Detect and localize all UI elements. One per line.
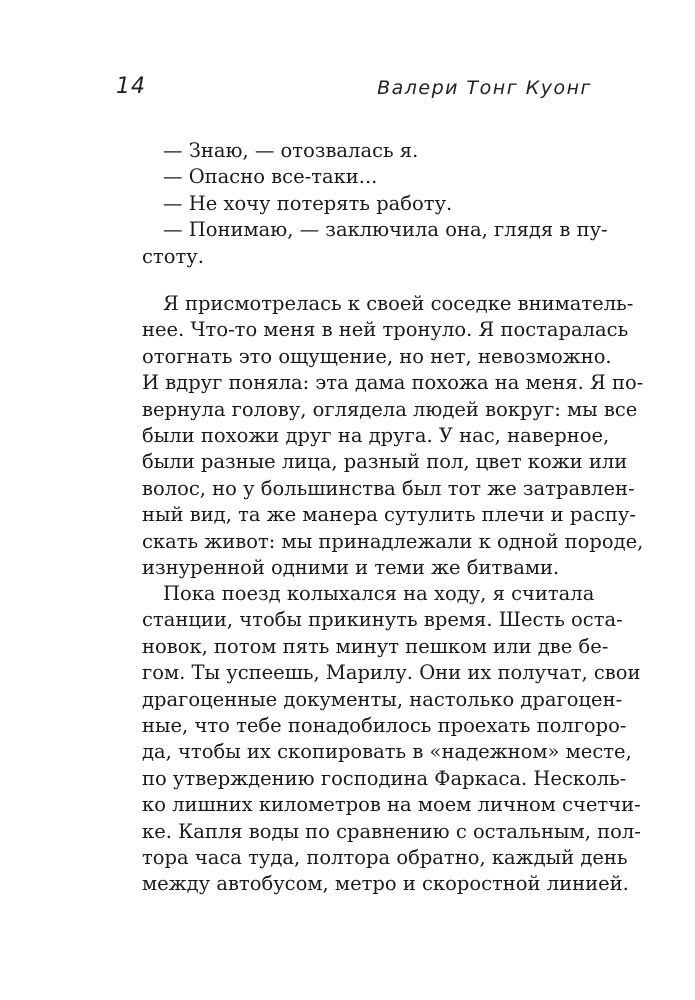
text-line: были похожи друг на друга. У нас, наверное,: [142, 423, 610, 447]
text-line: — Опасно все-таки...: [163, 165, 378, 189]
text-line: ке. Капля воды по сравнению с остальным, пол-: [142, 819, 641, 843]
text-line: отогнать это ощущение, но нет, невозможно.: [142, 344, 612, 368]
text-line: стоту.: [142, 244, 204, 268]
text-line: И вдруг поняла: эта дама похожа на меня. Я по-: [142, 371, 644, 395]
text-line: между автобусом, метро и скоростной линией.: [142, 872, 629, 896]
text-line: вернула голову, оглядела людей вокруг: мы все: [142, 397, 638, 421]
running-head: Валери Тонг Куонг: [377, 77, 592, 99]
text-line: ный вид, та же манера сутулить плечи и распу-: [142, 503, 636, 527]
text-line: ные, что тебе понадобилось проехать полгоро-: [142, 713, 627, 737]
text-line: — Знаю, — отозвалась я.: [163, 139, 419, 162]
text-line: изнуренной одними и теми же битвами.: [142, 555, 560, 579]
text-line: волос, но у большинства был тот же затравлен-: [142, 476, 635, 500]
text-line: гом. Ты успеешь, Марилу. Они их получат, свои: [142, 661, 641, 685]
text-line: станции, чтобы прикинуть время. Шесть оста-: [142, 608, 623, 632]
text-line: — Понимаю, — заключила она, глядя в пу-: [163, 218, 608, 242]
text-line: драгоценные документы, настолько драгоцен-: [142, 687, 623, 711]
paragraph-2: [142, 581, 641, 898]
text-line: — Не хочу потерять работу.: [163, 191, 453, 215]
dialogue-block: [142, 138, 608, 270]
text-line: Пока поезд колыхался на ходу, я считала: [163, 582, 595, 605]
text-line: по утверждению господина Фаркаса. Несколь-: [142, 766, 627, 790]
text-line: новок, потом пять минут пешком или две бе-: [142, 634, 609, 658]
text-line: тора часа туда, полтора обратно, каждый день: [142, 845, 628, 869]
page-number: 14: [116, 74, 146, 99]
text-line: ко лишних километров на моем личном счетчи-: [142, 793, 641, 817]
text-line: скать живот: мы принадлежали к одной породе,: [142, 529, 644, 553]
text-line: Я присмотрелась к своей соседке вниматель-: [163, 292, 634, 315]
paragraph-1: [142, 291, 644, 581]
text-line: были разные лица, разный пол, цвет кожи или: [142, 450, 628, 474]
text-line: да, чтобы их скопировать в «надежном» месте,: [142, 740, 632, 764]
text-line: нее. Что-то меня в ней тронуло. Я постаралась: [142, 318, 629, 342]
